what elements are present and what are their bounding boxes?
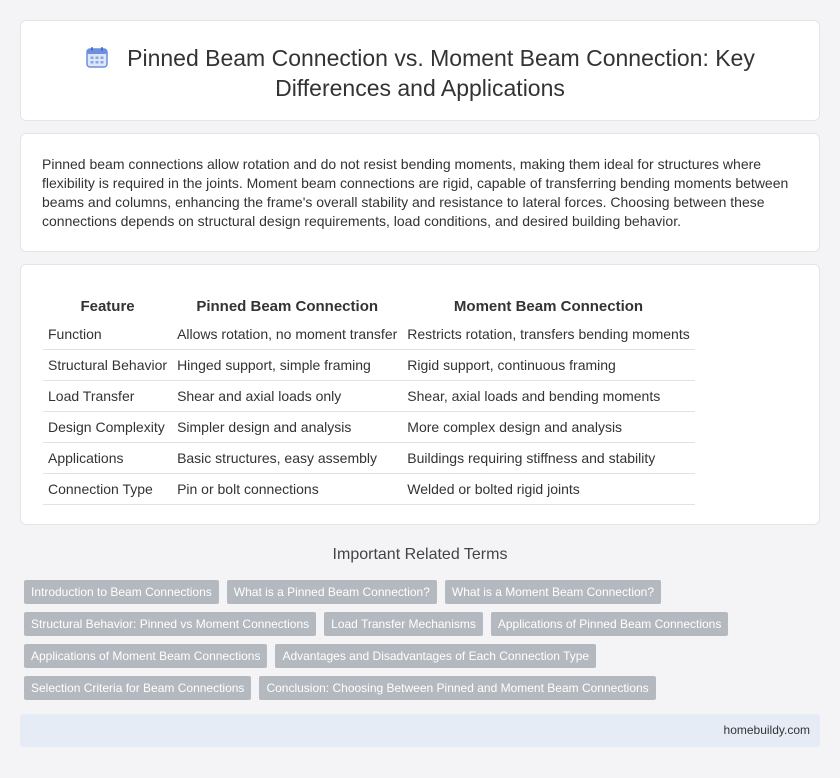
table-row [43, 412, 695, 443]
header-pinned: Pinned Beam Connection [196, 298, 379, 315]
table-cell: Hinged support, simple framing [172, 350, 402, 381]
related-term-link[interactable]: Applications of Moment Beam Connections [24, 644, 267, 668]
table-cell: Pin or bolt connections [172, 474, 402, 505]
table-cell: Simpler design and analysis [172, 412, 402, 443]
table-cell: Rigid support, continuous framing [402, 350, 694, 381]
related-term-link[interactable]: What is a Moment Beam Connection? [445, 580, 661, 604]
table-cell: Load Transfer [43, 381, 172, 412]
tag-row [24, 580, 824, 604]
table-cell: Design Complexity [43, 412, 172, 443]
title-card [20, 20, 820, 121]
table-row [43, 350, 695, 381]
footer-site-link[interactable]: homebuildy.com [723, 723, 810, 737]
table-row [43, 319, 695, 350]
related-term-link[interactable]: Applications of Pinned Beam Connections [491, 612, 728, 636]
page-title-wrapper [21, 43, 819, 103]
table-row [43, 474, 695, 505]
related-terms-heading: Important Related Terms [332, 546, 508, 563]
related-term-link[interactable]: Structural Behavior: Pinned vs Moment Connections [24, 612, 316, 636]
related-term-link[interactable]: Conclusion: Choosing Between Pinned and Moment Beam Connections [259, 676, 655, 700]
page-title: Pinned Beam Connection vs. Moment Beam Connection: Key Differences and Applications [127, 45, 755, 101]
footer-bar [20, 714, 820, 747]
tag-row [24, 676, 824, 700]
header-moment: Moment Beam Connection [453, 298, 644, 315]
table-cell: Welded or bolted rigid joints [402, 474, 694, 505]
tag-row [24, 644, 824, 668]
calendar-icon [85, 45, 109, 69]
related-term-link[interactable]: Selection Criteria for Beam Connections [24, 676, 251, 700]
table-cell: Connection Type [43, 474, 172, 505]
related-term-link[interactable]: What is a Pinned Beam Connection? [227, 580, 437, 604]
table-cell: More complex design and analysis [402, 412, 694, 443]
table-cell: Shear, axial loads and bending moments [402, 381, 694, 412]
header-feature: Feature [80, 298, 135, 315]
table-cell: Function [43, 319, 172, 350]
related-term-link[interactable]: Advantages and Disadvantages of Each Connection Type [275, 644, 596, 668]
related-terms-list [24, 580, 824, 708]
intro-card [20, 133, 820, 252]
table-header-row [43, 297, 695, 319]
intro-paragraph: Pinned beam connections allow rotation and do not resist bending moments, making them ideal for structures where flexibility is required in the joints. Moment beam connections are rigid, capable of transferring bending moments between beams and columns, enhancing the frame's overall stability and resistance to lateral forces. Choosing between these connections depends on structural design requirements, load conditions, and desired building behavior. [42, 156, 789, 229]
table-cell: Buildings requiring stiffness and stability [402, 443, 694, 474]
table-row [43, 381, 695, 412]
table-cell: Restricts rotation, transfers bending moments [402, 319, 694, 350]
table-cell: Basic structures, easy assembly [172, 443, 402, 474]
table-row [43, 443, 695, 474]
tag-row [24, 612, 824, 636]
related-term-link[interactable]: Load Transfer Mechanisms [324, 612, 483, 636]
comparison-table [43, 297, 695, 505]
table-cell: Structural Behavior [43, 350, 172, 381]
table-cell: Shear and axial loads only [172, 381, 402, 412]
table-cell: Allows rotation, no moment transfer [172, 319, 402, 350]
comparison-card [20, 264, 820, 525]
related-term-link[interactable]: Introduction to Beam Connections [24, 580, 219, 604]
table-cell: Applications [43, 443, 172, 474]
